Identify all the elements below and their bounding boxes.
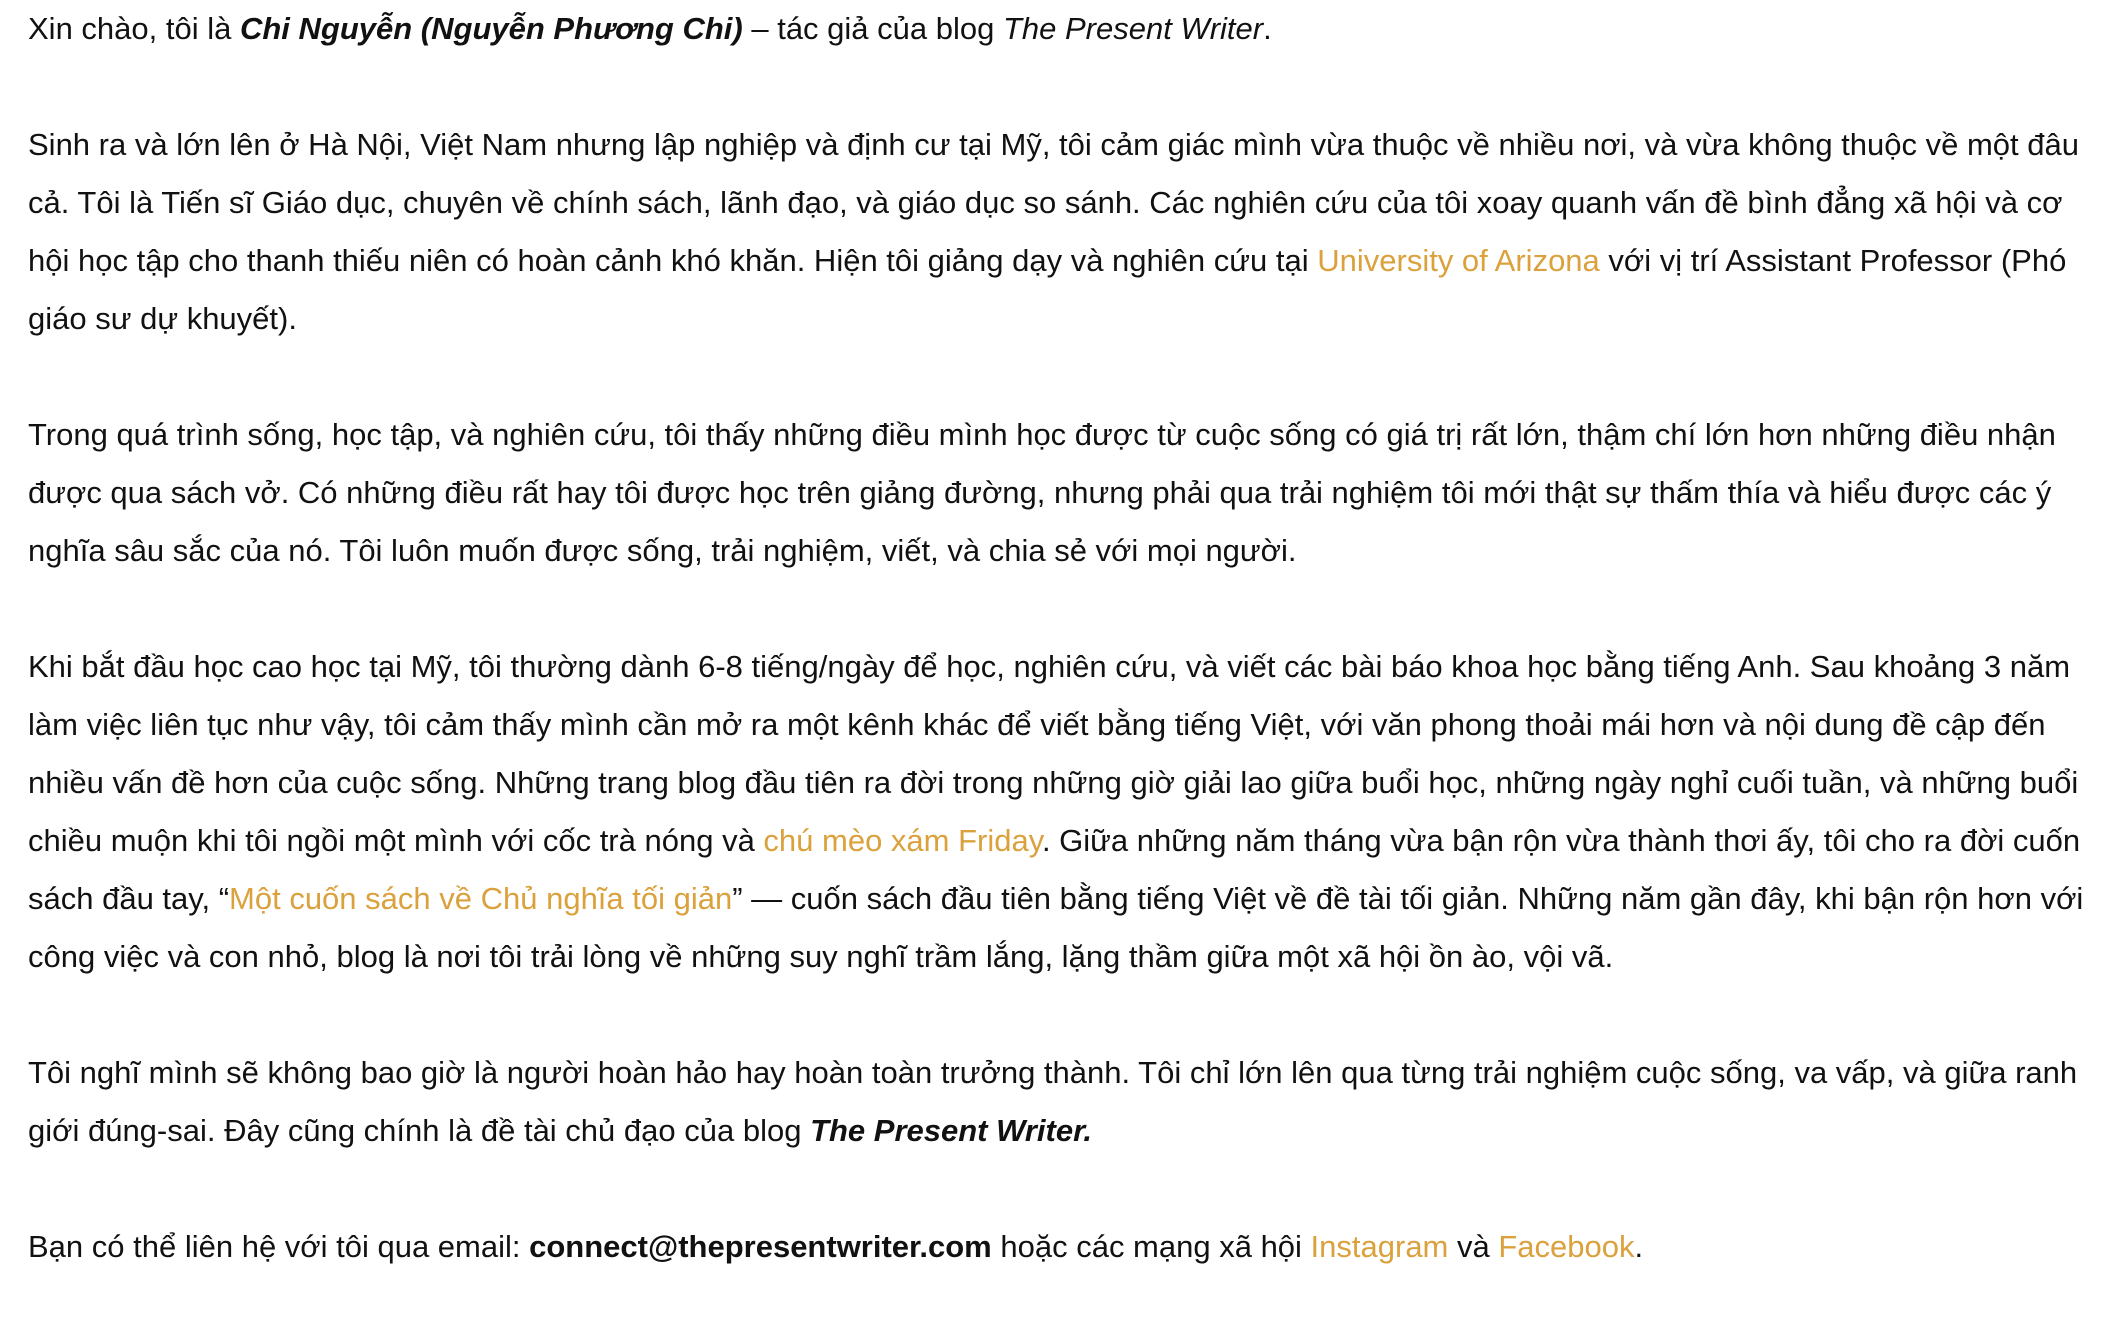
contact-text-4: . [1634,1229,1644,1264]
background-paragraph [28,116,2088,348]
friday-cat-link[interactable]: chú mèo xám Friday [763,823,1042,858]
blog-name-2: The Present Writer. [810,1113,1093,1148]
blog-origin-text-3: ” — cuốn sách đầu tiên bằng tiếng Việt về đề tài tối giản. Những năm gần đây, khi bận rộn hơn với công việc và con nhỏ, blog là nơi tôi trải lòng về những suy nghĩ trầm lắng, lặng thầm giữa một xã hội ồn ào, vội vã. [28,881,2084,974]
experience-paragraph [28,406,2088,580]
experience-text: Trong quá trình sống, học tập, và nghiên cứu, tôi thấy những điều mình học được từ cuộc sống có giá trị rất lớn, thậm chí lớn hơn những điều nhận được qua sách vở. Có những điều rất hay tôi được học trên giảng đường, nhưng phải qua trải nghiệm tôi mới thật sự thấm thía và hiểu được các ý nghĩa sâu sắc của nó. Tôi luôn muốn được sống, trải nghiệm, viết, và chia sẻ với mọi người. [28,417,2056,568]
intro-paragraph [28,0,2088,58]
blog-name: The Present Writer [1002,11,1264,46]
author-name: Chi Nguyễn (Nguyễn Phương Chi) [239,11,743,46]
instagram-link[interactable]: Instagram [1310,1229,1449,1264]
blog-origin-text: Khi bắt đầu học cao học tại Mỹ, tôi thường dành 6-8 tiếng/ngày để học, nghiên cứu, và viết các bài báo khoa học bằng tiếng Anh. Sau khoảng 3 năm làm việc liên tục như vậy, tôi cảm thấy mình cần mở ra một kênh khác để viết bằng tiếng Việt, với văn phong thoải mái hơn và nội dung đề cập đến nhiều vấn đề hơn của cuộc sống. Những trang blog đầu tiên ra đời trong những giờ giải lao giữa buổi học, những ngày nghỉ cuối tuần, và những buổi chiều muộn khi tôi ngồi một mình với cốc trà nóng và [28,649,2079,858]
intro-text: Xin chào, tôi là [28,11,240,46]
contact-paragraph [28,1218,2088,1276]
facebook-link[interactable]: Facebook [1498,1229,1635,1264]
intro-text-2: – tác giả của blog [742,11,1003,46]
blog-origin-text-2: . Giữa những năm tháng vừa bận rộn vừa thành thơi ấy, tôi cho ra đời cuốn sách đầu tay, “ [28,823,2081,916]
intro-text-3: . [1263,11,1272,46]
university-of-arizona-link[interactable]: University of Arizona [1317,243,1600,278]
about-article [28,0,2088,1276]
background-text: Sinh ra và lớn lên ở Hà Nội, Việt Nam nhưng lập nghiệp và định cư tại Mỹ, tôi cảm giác mình vừa thuộc về nhiều nơi, và vừa không thuộc về một đâu cả. Tôi là Tiến sĩ Giáo dục, chuyên về chính sách, lãnh đạo, và giáo dục so sánh. Các nghiên cứu của tôi xoay quanh vấn đề bình đẳng xã hội và cơ hội học tập cho thanh thiếu niên có hoàn cảnh khó khăn. Hiện tôi giảng dạy và nghiên cứu tại [28,127,2079,278]
background-text-2: với vị trí Assistant Professor (Phó giáo sư dự khuyết). [28,243,2067,336]
contact-text-3: và [1448,1229,1499,1264]
minimalism-book-link[interactable]: Một cuốn sách về Chủ nghĩa tối giản [229,881,733,916]
blog-origin-paragraph [28,638,2088,986]
contact-email: connect@thepresentwriter.com [529,1229,992,1264]
philosophy-paragraph [28,1044,2088,1160]
contact-text: Bạn có thể liên hệ với tôi qua email: [28,1229,530,1264]
contact-text-2: hoặc các mạng xã hội [991,1229,1311,1264]
philosophy-text: Tôi nghĩ mình sẽ không bao giờ là người hoàn hảo hay hoàn toàn trưởng thành. Tôi chỉ lớn lên qua từng trải nghiệm cuộc sống, va vấp, và giữa ranh giới đúng-sai. Đây cũng chính là đề tài chủ đạo của blog [28,1055,2078,1148]
